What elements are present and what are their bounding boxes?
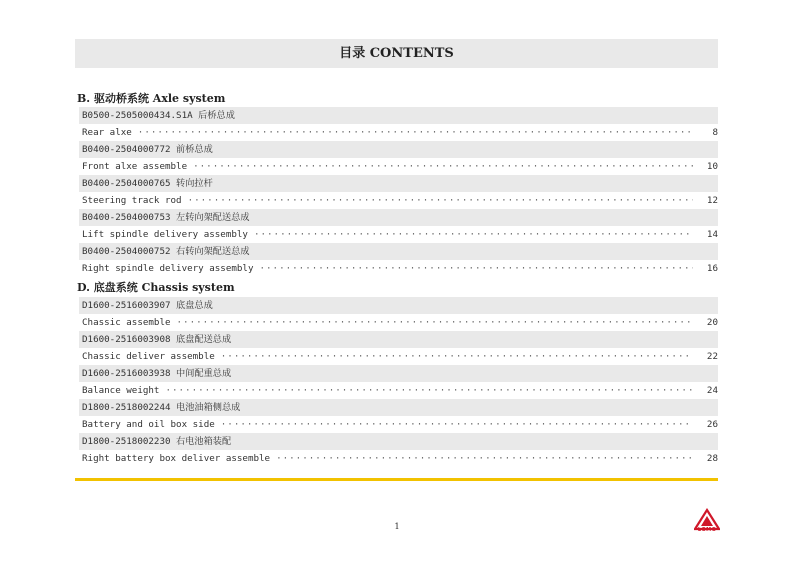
entry-name: Right spindle delivery assembly bbox=[82, 263, 254, 274]
page-number: 1 bbox=[394, 522, 400, 531]
entry-code: B0500-2505000434.S1A 后桥总成 bbox=[79, 107, 718, 124]
entry-code: B0400-2504000765 转向拉杆 bbox=[79, 175, 718, 192]
entry-code: B0400-2504000772 前桥总成 bbox=[79, 141, 718, 158]
section-entries-chassis bbox=[79, 297, 718, 467]
entry-page: 28 bbox=[706, 453, 718, 464]
dot-leader bbox=[254, 226, 693, 243]
entry-code: B0400-2504000753 左转向架配送总成 bbox=[79, 209, 718, 226]
section-entries-axle bbox=[79, 107, 718, 277]
toc-entry[interactable] bbox=[79, 382, 718, 399]
section-heading-chassis: D. 底盘系统 Chassis system bbox=[77, 281, 235, 294]
toc-entry[interactable] bbox=[79, 158, 718, 175]
entry-code: D1800-2518002230 右电池箱装配 bbox=[79, 433, 718, 450]
dot-leader bbox=[165, 382, 693, 399]
toc-entry[interactable] bbox=[79, 314, 718, 331]
entry-name: Chassic assemble bbox=[82, 317, 171, 328]
entry-name: Front alxe assemble bbox=[82, 161, 188, 172]
toc-entry[interactable] bbox=[79, 192, 718, 209]
entry-code: D1600-2516003938 中间配重总成 bbox=[79, 365, 718, 382]
entry-page: 24 bbox=[706, 385, 718, 396]
dot-leader bbox=[221, 416, 693, 433]
entry-name: Battery and oil box side bbox=[82, 419, 215, 430]
entry-code: D1600-2516003907 底盘总成 bbox=[79, 297, 718, 314]
logo-text: LGMG bbox=[697, 527, 717, 533]
entry-name: Lift spindle delivery assembly bbox=[82, 229, 248, 240]
toc-entry[interactable] bbox=[79, 226, 718, 243]
entry-name: Balance weight bbox=[82, 385, 160, 396]
entry-code: D1600-2516003908 底盘配送总成 bbox=[79, 331, 718, 348]
entry-page: 26 bbox=[706, 419, 718, 430]
contents-title-bar bbox=[75, 39, 718, 68]
entry-code: D1800-2518002244 电池油箱侧总成 bbox=[79, 399, 718, 416]
toc-entry[interactable] bbox=[79, 450, 718, 467]
entry-page: 22 bbox=[706, 351, 718, 362]
toc-entry[interactable] bbox=[79, 348, 718, 365]
entry-page: 14 bbox=[706, 229, 718, 240]
toc-entry[interactable] bbox=[79, 416, 718, 433]
dot-leader bbox=[188, 192, 693, 209]
dot-leader bbox=[259, 260, 693, 277]
entry-name: Chassic deliver assemble bbox=[82, 351, 215, 362]
dot-leader bbox=[138, 124, 693, 141]
toc-entry[interactable] bbox=[79, 260, 718, 277]
section-heading-axle: B. 驱动桥系统 Axle system bbox=[77, 92, 226, 105]
entry-page: 12 bbox=[706, 195, 718, 206]
footer-divider bbox=[75, 478, 718, 481]
dot-leader bbox=[193, 158, 693, 175]
dot-leader bbox=[177, 314, 693, 331]
dot-leader bbox=[221, 348, 693, 365]
entry-page: 20 bbox=[706, 317, 718, 328]
entry-name: Rear alxe bbox=[82, 127, 132, 138]
dot-leader bbox=[276, 450, 693, 467]
entry-page: 16 bbox=[706, 263, 718, 274]
entry-name: Right battery box deliver assemble bbox=[82, 453, 271, 464]
page-title: 目录 CONTENTS bbox=[339, 46, 454, 61]
entry-name: Steering track rod bbox=[82, 195, 182, 206]
entry-code: B0400-2504000752 右转向架配送总成 bbox=[79, 243, 718, 260]
entry-page: 10 bbox=[706, 161, 718, 172]
toc-entry[interactable] bbox=[79, 124, 718, 141]
entry-page: 8 bbox=[712, 127, 718, 138]
